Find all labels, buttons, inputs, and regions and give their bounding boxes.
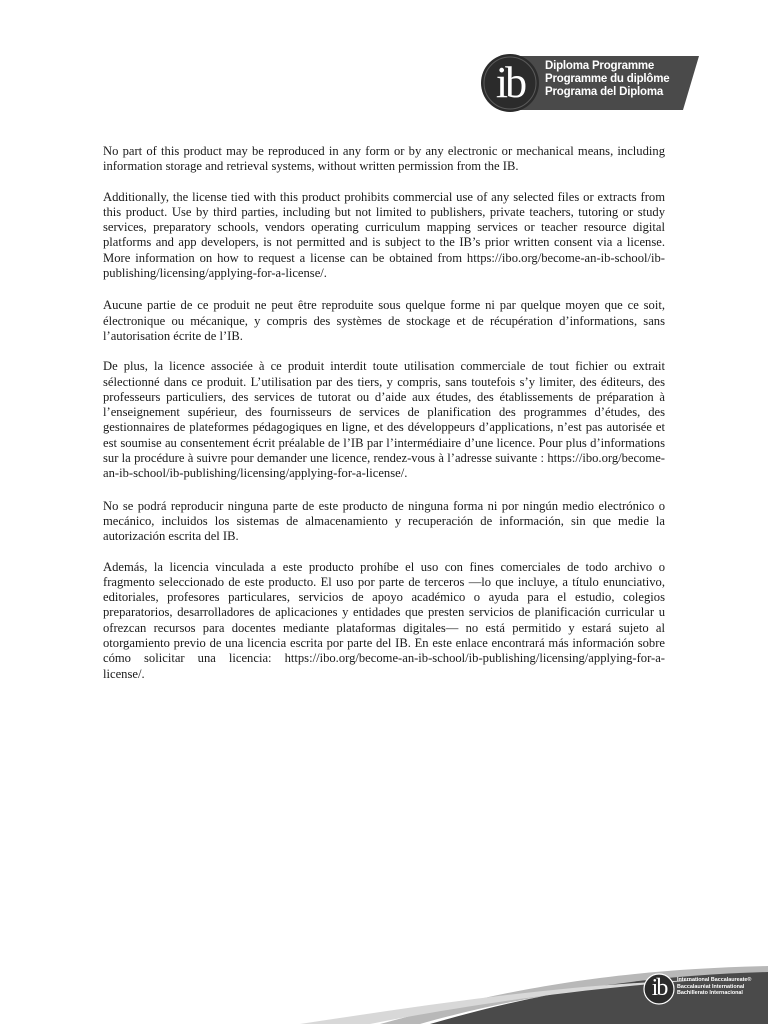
- notice-es-1: No se podrá reproducir ninguna parte de este producto de ninguna forma ni por ningún medio electrónico o mecánico, incluidos los sistemas de almacenamiento y recuperación de información, sin que medie la autorización escrita del IB.: [103, 498, 665, 544]
- ib-logo-icon: ib: [495, 58, 525, 107]
- programme-names: [545, 60, 669, 99]
- notice-fr-2: De plus, la licence associée à ce produit interdit toute utilisation commerciale de tout fichier ou extrait sélectionné dans ce produit. L’utilisation par des tiers, y compris, sans toutefois s’y limiter, des éditeurs, des professeurs particuliers, des services de tutorat ou d’aide aux études, des établissements de préparation à l’enseignement supérieur, des fournisseurs de services de planification des programmes d’études, des gestionnaires de plateformes pédagogiques en ligne, et des développeurs d’applications, n’est pas autorisée et est soumise au consentement écrit préalable de l’IB par l’intermédiaire d’une licence. Pour plus d’informations sur la procédure à suivre pour demander une licence, rendez-vous à l’adresse suivante : https://ibo.org/become-an-ib-school/ib-publishing/licensing/applying-for-a-license/.: [103, 359, 665, 481]
- copyright-notice: [103, 144, 665, 697]
- footer-logo-text: ib: [651, 975, 667, 1001]
- organisation-names: [677, 977, 751, 997]
- programme-name-en: Diploma Programme: [545, 60, 655, 72]
- org-name-en: International Baccalaureate®: [677, 977, 752, 983]
- ib-footer-logo-icon: [643, 973, 675, 1010]
- org-name-fr: Baccalauréat International: [677, 983, 745, 990]
- notice-fr-1: Aucune partie de ce produit ne peut être reproduite sous quelque forme ni par quelque moyen que ce soit, électronique ou mécanique, y compris des systèmes de stockage et de récupération d’informations, sans l’autorisation écrite de l’IB.: [103, 298, 665, 343]
- org-name-es: Bachillerato Internacional: [677, 990, 743, 997]
- programme-name-es: Programa del Diploma: [545, 86, 664, 98]
- programme-name-fr: Programme du diplôme: [545, 73, 670, 85]
- programme-banner: [477, 54, 699, 112]
- notice-es-2: Además, la licencia vinculada a este producto prohíbe el uso con fines comerciales de todo archivo o fragmento seleccionado de este producto. El uso por parte de terceros —lo que incluye, a título enunciativo, editoriales, profesores particulares, servicios de apoyo académico o ayuda para el estudio, colegios preparatorios, desarrolladores de aplicaciones y entidades que presten servicios de planificación curricular u ofrezcan recursos para docentes mediante plataformas digitales— no está permitido y estará sujeto al otorgamiento previo de una licencia escrita por parte del IB. En este enlace encontrará más información sobre cómo solicitar una licencia: https://ibo.org/become-an-ib-school/ib-publishing/licensing/applying-for-a-license/.: [103, 559, 665, 681]
- notice-en-1: No part of this product may be reproduced in any form or by any electronic or mechanical means, including information storage and retrieval systems, without written permission from the IB.: [103, 144, 665, 174]
- notice-en-2: Additionally, the license tied with this product prohibits commercial use of any selected files or extracts from this product. Use by third parties, including but not limited to publishers, private teachers, tutoring or study services, preparatory schools, vendors operating curriculum mapping services or teacher resource digital platforms and app developers, is not permitted and is subject to the IB’s prior written consent via a license. More information on how to request a license can be obtained from https://ibo.org/become-an-ib-school/ib-publishing/licensing/applying-for-a-license/.: [103, 189, 665, 281]
